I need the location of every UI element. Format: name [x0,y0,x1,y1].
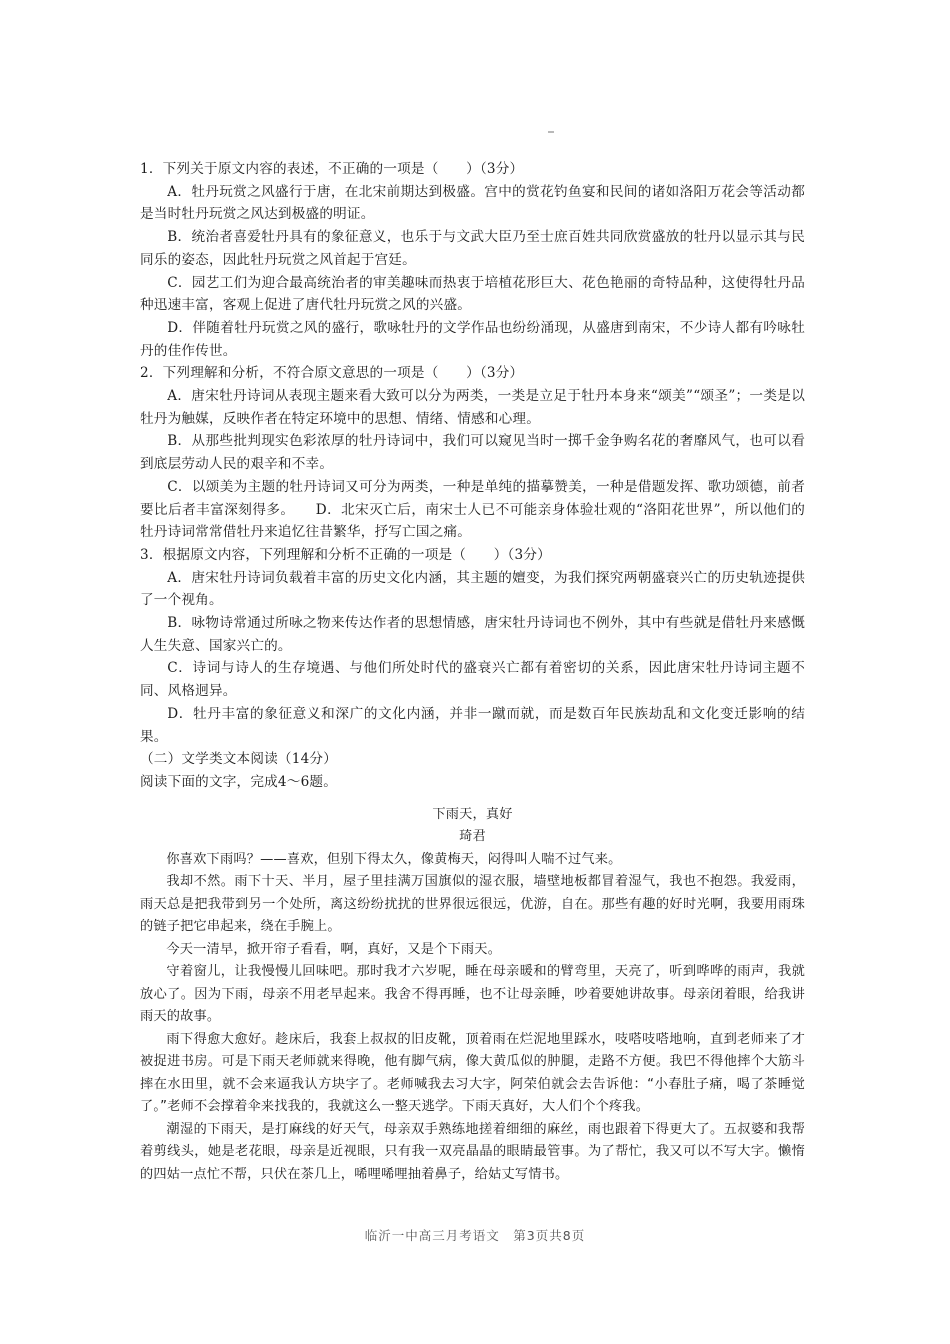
option-c: C．园艺工们为迎合最高统治者的审美趣味而热衷于培植花形巨大、花色艳丽的奇特品种，这使得牡丹品种迅速丰富，客观上促进了唐代牡丹玩赏之风的兴盛。 [140,274,805,314]
section-heading: （二）文学类文本阅读（14分） [140,751,338,768]
option-b: B．咏物诗常通过所咏之物来传达作者的思想情感，唐宋牡丹诗词也不例外，其中有些就是借牡丹来感慨人生失意、国家兴亡的。 [140,615,805,654]
option-d: D．伴随着牡丹玩赏之风的盛行，歌咏牡丹的文学作品也纷纷涌现，从盛唐到南宋，不少诗人都有吟咏牡丹的佳作传世。 [140,319,805,359]
section-instruction: 阅读下面的文字，完成4～6题。 [140,773,338,790]
passage-paragraph: 我却不然。雨下十天、半月，屋子里挂满万国旗似的湿衣服，墙壁地板都冒着湿气，我也不抱怨。我爱雨，雨天总是把我带到另一个处所，离这纷纷扰扰的世界很远很远，优游，自在。那些有趣的好时光啊，我要用雨珠的链子把它串起来，绕在手腕上。 [140,874,805,935]
option-b: B．统治者喜爱牡丹具有的象征意义，也乐于与文武大臣乃至士庶百姓共同欣赏盛放的牡丹以显示其与民同乐的姿态，因此牡丹玩赏之风首起于宫廷。 [140,229,805,268]
passage-title: 下雨天，真好 [432,806,513,822]
passage-paragraph: 守着窗儿，让我慢慢儿回味吧。那时我才六岁呢，睡在母亲暖和的臂弯里，天亮了，听到哗哗的雨声，我就放心了。因为下雨，母亲不用老早起来。我舍不得再睡，也不让母亲睡，吵着要她讲故事。母亲闭着眼，给我讲雨天的故事。 [140,964,805,1025]
question-2 [140,362,805,544]
question-stem: 2．下列理解和分析，不符合原文意思的一项是（ ）（3分） [140,365,524,382]
option-a: A．唐宋牡丹诗词从表现主题来看大致可以分为两类，一类是立足于牡丹本身来“颂美”“颂圣”；一类是以牡丹为触媒，反映作者在特定环境中的思想、情绪、情感和心理。 [140,388,805,427]
passage-paragraph: 雨下得愈大愈好。趁床后，我套上叔叔的旧皮靴，顶着雨在烂泥地里踩水，吱嗒吱嗒地响，直到老师来了才被捉进书房。可是下雨天老师就来得晚，他有脚气病，像大黄瓜似的肿腿，走路不方便。我巴不得他摔个大筋斗摔在水田里，就不会来逼我认方块字了。老师喊我去习大字，阿荣伯就会去告诉他：“小春肚子痛，喝了茶睡觉了。”老师不会撑着伞来找我的，我就这么一整天逃学。下雨天真好，大人们个个疼我。 [140,1031,805,1115]
passage-paragraph: 今天一清早，掀开帘子看看，啊，真好，又是个下雨天。 [166,941,502,957]
passage-author: 琦君 [459,829,486,845]
page-footer: 临沂一中高三月考语文 第3页共8页 [364,1228,586,1243]
exam-page [140,158,805,1186]
passage-paragraph: 潮湿的下雨天，是打麻线的好天气，母亲双手熟练地搓着细细的麻丝，雨也跟着下得更大了。五叔婆和我帮着剪线头，她是老花眼，母亲是近视眼，只有我一双亮晶晶的眼睛最管事。为了帮忙，我又可以不写大字。懒惰的四姑一点忙不帮，只伏在茶几上，唏哩唏哩抽着鼻子，给姑丈写情书。 [140,1121,805,1182]
option-a: A．唐宋牡丹诗词负载着丰富的历史文化内涵，其主题的嬗变，为我们探究两朝盛衰兴亡的历史轨迹提供了一个视角。 [140,569,805,609]
scan-speck [548,131,554,133]
question-stem: 1．下列关于原文内容的表述，不正确的一项是（ ）（3分） [140,161,524,177]
question-1 [140,158,805,362]
option-c-d: C．以颂美为主题的牡丹诗词又可分为两类，一种是单纯的描摹赞美，一种是借题发挥、歌功颂德，前者要比后者丰富深刻得多。 D．北宋灭亡后，南宋士人已不可能亲身体验壮观的“洛阳花世界”，所以他们的牡丹诗词常常借牡丹来追忆往昔繁华，抒写亡国之痛。 [140,478,805,541]
option-c: C．诗词与诗人的生存境遇、与他们所处时代的盛衰兴亡都有着密切的关系，因此唐宋牡丹诗词主题不同、风格迥异。 [140,660,805,700]
option-a: A．牡丹玩赏之风盛行于唐，在北宋前期达到极盛。宫中的赏花钓鱼宴和民间的诸如洛阳万花会等活动都是当时牡丹玩赏之风达到极盛的明证。 [140,183,805,223]
option-d: D．牡丹丰富的象征意义和深广的文化内涵，并非一蹴而就，而是数百年民族劫乱和文化变迁影响的结果。 [140,705,805,745]
passage-paragraph: 你喜欢下雨吗？——喜欢，但别下得太久，像黄梅天，闷得叫人喘不过气来。 [166,851,622,867]
question-stem: 3．根据原文内容，下列理解和分析不正确的一项是（ ）（3分） [140,546,551,563]
reading-passage [140,804,805,1187]
option-b: B．从那些批判现实色彩浓厚的牡丹诗词中，我们可以窥见当时一掷千金争购名花的奢靡风气，也可以看到底层劳动人民的艰辛和不幸。 [140,433,805,473]
question-3 [140,544,805,748]
